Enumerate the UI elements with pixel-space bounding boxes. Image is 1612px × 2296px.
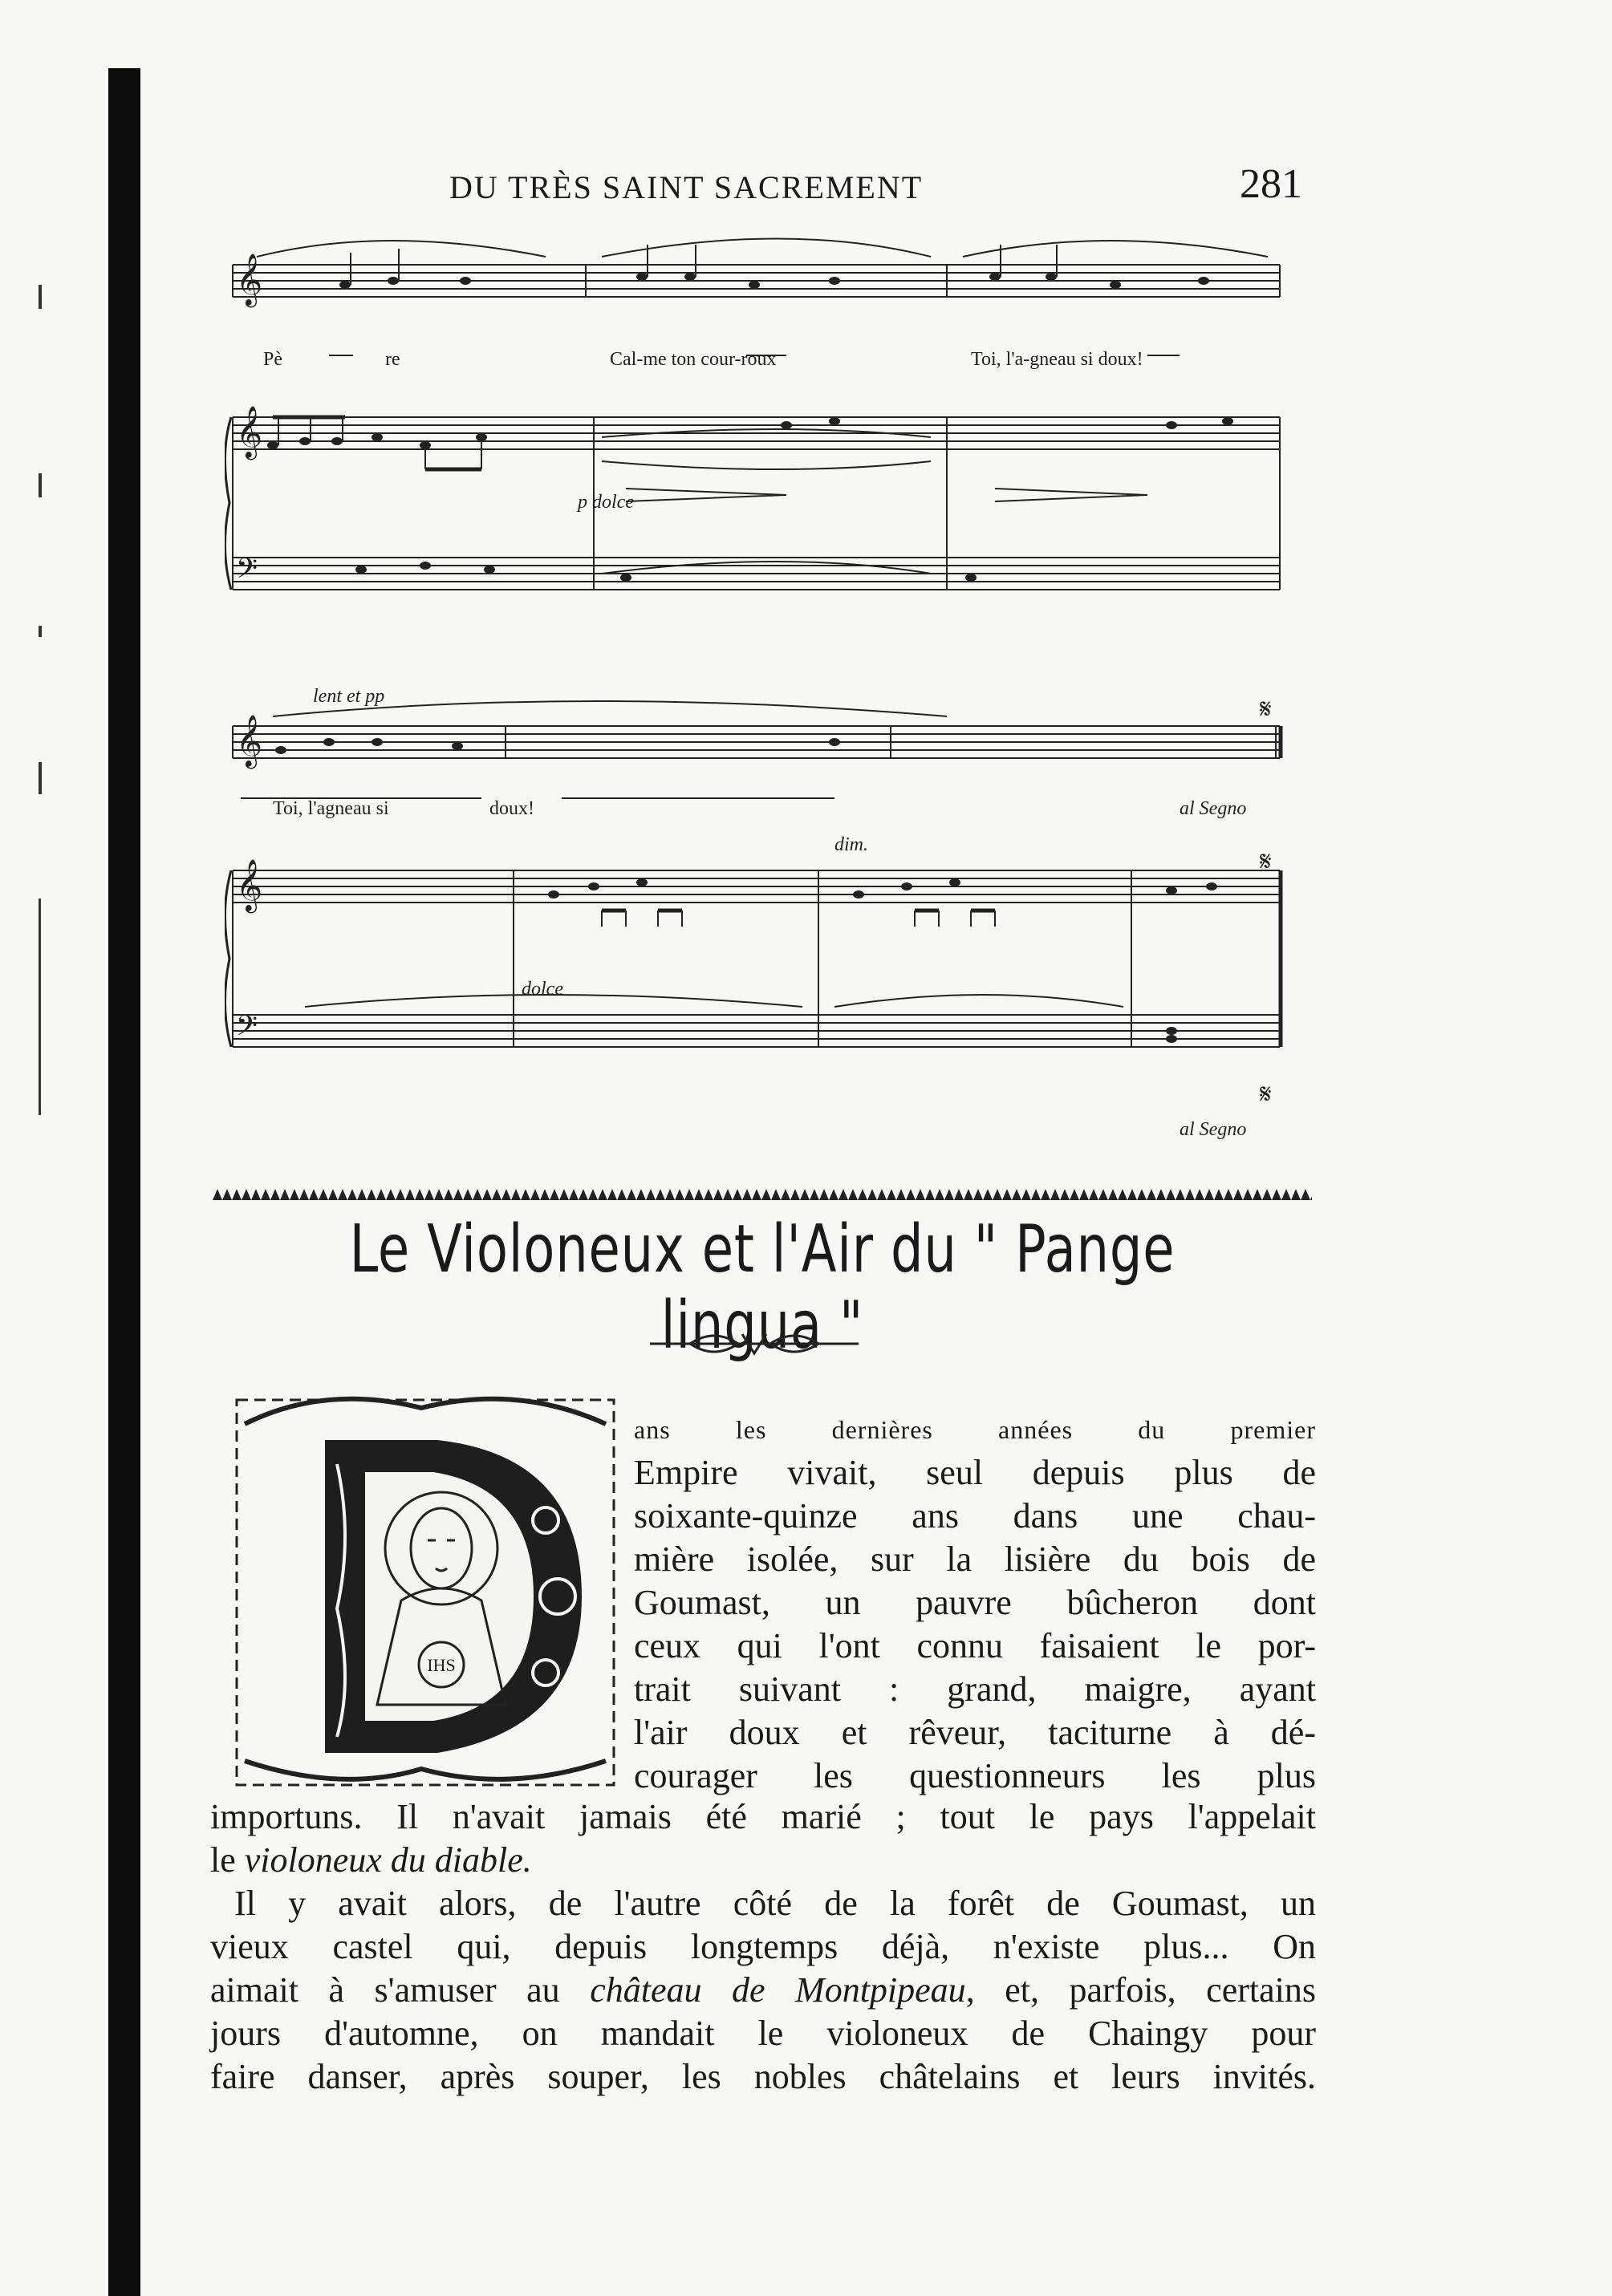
article-title: Le Violoneux et l'Air du " Pange lingua " [349,1211,1176,1364]
fleuron-ornament [642,1328,867,1360]
p1-line-5: Goumast, un pauvre bûcheron dont [634,1583,1316,1622]
al-segno-1: al Segno [1180,798,1247,819]
p2-line-4: jours d'automne, on mandait le violoneux de Chaingy pour [210,2014,1316,2053]
p2-line-2: vieux castel qui, depuis longtemps déjà, n'existe plus... On [210,1927,1316,1966]
music-score [225,213,1304,1143]
p1-line-9: courager les questionneurs les plus [634,1756,1316,1795]
nickname-italic: violoneux du diable. [244,1840,532,1880]
p1-line-7: trait suivant : grand, maigre, ayant [634,1669,1316,1709]
illuminated-initial [229,1376,622,1801]
p1-line-4: mière isolée, sur la lisière du bois de [634,1539,1316,1579]
p1-line-3: soixante-quinze ans dans une chau- [634,1496,1316,1535]
p2-line-1: Il y avait alors, de l'autre côté de la forêt de Goumast, un [234,1884,1316,1923]
lyric-5: Toi, l'agneau si [273,798,389,819]
lyric-2: re [385,349,400,370]
paragraph-1-continued [210,1795,1316,1882]
dropcap-letter: D [277,1779,283,1787]
p1-line-8: l'air doux et rêveur, taciturne à dé- [634,1713,1316,1752]
lyric-6: doux! [489,798,534,819]
scan-edge-marks [0,0,72,1203]
lyric-4: Toi, l'a-gneau si doux! [971,349,1143,370]
svg-text:𝄞: 𝄞 [236,859,263,911]
dynamic-p-dolce: p dolce [578,492,634,513]
segno-sign-3: 𝄋 [1260,1078,1272,1110]
svg-text:𝄞: 𝄞 [236,406,263,458]
tempo-marking: lent et pp [313,686,385,707]
svg-text:𝄢: 𝄢 [236,1009,258,1049]
voice-staff-2 [233,726,1281,758]
p1-line-11: le violoneux du diable. [210,1840,532,1880]
p2-line-5: faire danser, après souper, les nobles châtelains et leurs invités. [210,2057,1316,2096]
piano-treble-staff-1 [233,417,1280,449]
p1-line-1: ans les dernières années du premier [634,1415,1316,1444]
piano-treble-staff-2 [233,870,1280,903]
dynamic-dim: dim. [834,834,868,855]
p2-line-3: aimait à s'amuser au château de Montpipeau, et, parfois, certains [210,1970,1316,2010]
lyric-1: Pè [263,349,282,370]
svg-text:𝄢: 𝄢 [236,552,258,591]
piano-bass-staff-1 [233,417,1280,590]
p1-line-6: ceux qui l'ont connu faisaient le por- [634,1626,1316,1665]
svg-text:𝄞: 𝄞 [236,254,263,306]
p1-line-2: Empire vivait, seul depuis plus de [634,1453,1316,1492]
running-title: DU TRÈS SAINT SACREMENT [449,169,924,205]
paragraph-2 [210,1882,1316,2099]
chateau-name-italic: château de Montpipeau [590,1970,966,2010]
dropcap-monogram: IHS [427,1655,456,1675]
book-spine-shadow [108,68,140,2296]
al-segno-2: al Segno [1180,1119,1247,1140]
page-number: 281 [1240,161,1302,207]
segno-sign-1: 𝄋 [1260,693,1272,725]
paragraph-1 [634,1406,1316,1798]
piano-bass-staff-2 [233,870,1281,1047]
dynamic-dolce: dolce [522,979,563,1000]
ornamental-divider [213,1186,1312,1200]
segno-sign-2: 𝄋 [1260,846,1272,878]
lyric-3: Cal-me ton cour-roux [610,349,777,370]
p1-line-10: importuns. Il n'avait jamais été marié ; tout le pays l'appelait [210,1797,1316,1836]
svg-text:𝄞: 𝄞 [236,715,263,767]
